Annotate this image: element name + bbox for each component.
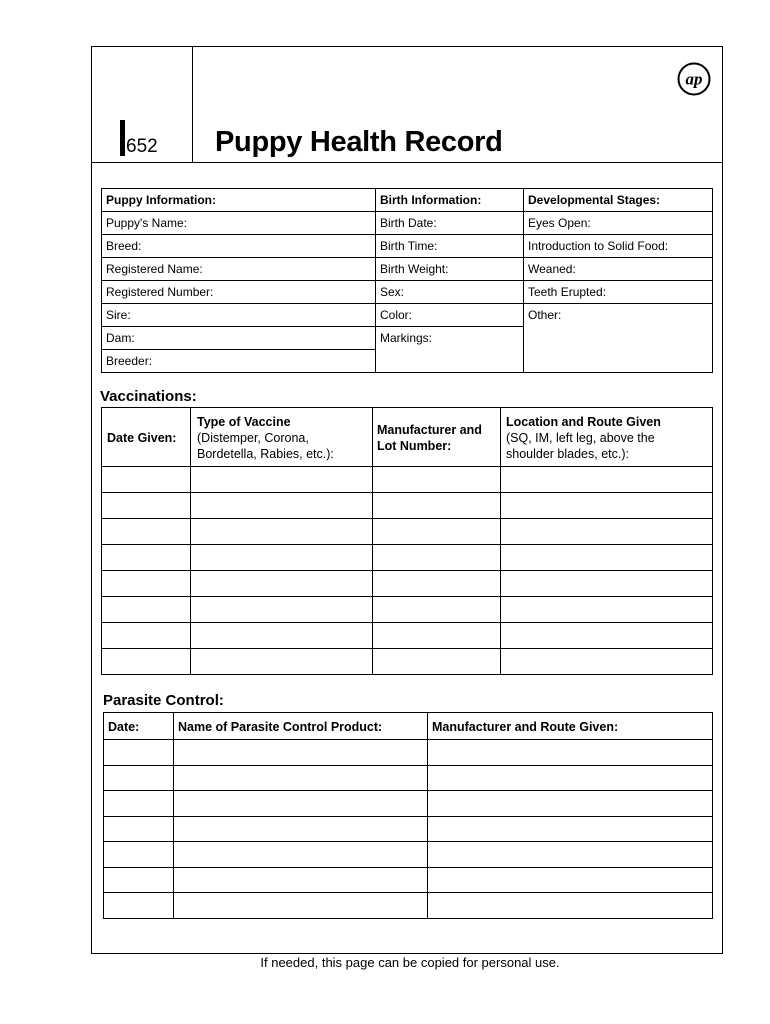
vacc-col-mfr-label-1: Manufacturer and (377, 423, 482, 437)
vacc-entry-cell (500, 466, 713, 493)
document-title: Puppy Health Record (215, 126, 503, 158)
vacc-col-type-hint-2: Bordetella, Rabies, etc.): (197, 447, 334, 461)
para-col-mfr-label: Manufacturer and Route Given: (432, 720, 619, 734)
dev-field-3: Teeth Erupted: (523, 280, 713, 304)
vacc-entry-cell (101, 596, 191, 623)
vacc-col-date (101, 407, 191, 467)
para-entry-cell (427, 892, 713, 919)
puppy-info-header: Puppy Information: (101, 188, 376, 212)
vacc-entry-cell (190, 622, 373, 649)
form-number-bar (120, 120, 125, 156)
para-entry-cell (173, 739, 428, 766)
puppy-field-4: Sire: (101, 303, 376, 327)
vacc-entry-cell (372, 596, 501, 623)
para-entry-cell (173, 841, 428, 868)
para-entry-cell (103, 739, 174, 766)
puppy-field-0: Puppy's Name: (101, 211, 376, 235)
para-col-date (103, 712, 174, 740)
birth-field-1: Birth Time: (375, 234, 524, 258)
vacc-entry-cell (101, 466, 191, 493)
para-entry-cell (427, 816, 713, 843)
dev-field-4: Other: (523, 303, 713, 373)
para-entry-cell (427, 790, 713, 817)
vacc-entry-cell (372, 622, 501, 649)
para-entry-cell (103, 867, 174, 894)
para-col-manufacturer (427, 712, 713, 740)
vacc-col-location (500, 407, 713, 467)
vacc-entry-cell (190, 466, 373, 493)
birth-info-header: Birth Information: (375, 188, 524, 212)
dev-field-2: Weaned: (523, 257, 713, 281)
vacc-entry-cell (190, 570, 373, 597)
vacc-entry-cell (101, 622, 191, 649)
vacc-entry-cell (372, 648, 501, 675)
para-entry-cell (173, 765, 428, 792)
para-entry-cell (103, 892, 174, 919)
puppy-field-6: Breeder: (101, 349, 376, 373)
puppy-field-3: Registered Number: (101, 280, 376, 304)
para-entry-cell (173, 816, 428, 843)
vacc-entry-cell (372, 570, 501, 597)
vacc-entry-cell (372, 518, 501, 545)
vacc-entry-cell (101, 570, 191, 597)
birth-field-3: Sex: (375, 280, 524, 304)
para-col-product-label: Name of Parasite Control Product: (178, 720, 383, 734)
vacc-entry-cell (500, 596, 713, 623)
birth-field-4: Color: (375, 303, 524, 327)
vacc-entry-cell (190, 648, 373, 675)
vacc-col-mfr-label-2: Lot Number: (377, 439, 452, 453)
birth-field-2: Birth Weight: (375, 257, 524, 281)
dev-stages-header: Developmental Stages: (523, 188, 713, 212)
ap-logo-icon (677, 62, 711, 96)
vacc-col-manufacturer (372, 407, 501, 467)
para-entry-cell (427, 867, 713, 894)
para-entry-cell (173, 790, 428, 817)
vacc-entry-cell (190, 596, 373, 623)
vacc-entry-cell (101, 492, 191, 519)
puppy-field-5: Dam: (101, 326, 376, 350)
para-entry-cell (173, 892, 428, 919)
vacc-entry-cell (500, 544, 713, 571)
dev-field-1: Introduction to Solid Food: (523, 234, 713, 258)
puppy-field-2: Registered Name: (101, 257, 376, 281)
vacc-entry-cell (190, 544, 373, 571)
para-col-product (173, 712, 428, 740)
form-number: 652 (126, 136, 158, 157)
vacc-col-type-hint-1: (Distemper, Corona, (197, 431, 309, 445)
vacc-entry-cell (500, 570, 713, 597)
vacc-col-loc-hint-2: shoulder blades, etc.): (506, 447, 629, 461)
vacc-col-loc-label: Location and Route Given (506, 415, 661, 429)
vacc-col-loc-hint-1: (SQ, IM, left leg, above the (506, 431, 655, 445)
vaccinations-title: Vaccinations: (100, 388, 197, 405)
vacc-entry-cell (101, 518, 191, 545)
vacc-entry-cell (372, 466, 501, 493)
puppy-field-1: Breed: (101, 234, 376, 258)
parasite-title: Parasite Control: (103, 692, 224, 709)
vacc-entry-cell (372, 492, 501, 519)
para-entry-cell (103, 765, 174, 792)
para-entry-cell (103, 841, 174, 868)
para-col-date-label: Date: (108, 720, 140, 734)
vacc-col-type-label: Type of Vaccine (197, 415, 291, 429)
vacc-entry-cell (500, 492, 713, 519)
vacc-entry-cell (190, 518, 373, 545)
birth-field-0: Birth Date: (375, 211, 524, 235)
vacc-entry-cell (190, 492, 373, 519)
birth-field-5: Markings: (375, 326, 524, 373)
para-entry-cell (103, 790, 174, 817)
para-entry-cell (103, 816, 174, 843)
vacc-entry-cell (500, 648, 713, 675)
logo-text: ap (685, 69, 703, 89)
vacc-col-type (190, 407, 373, 467)
vacc-entry-cell (101, 648, 191, 675)
header-divider-horizontal (91, 162, 723, 163)
para-entry-cell (427, 765, 713, 792)
para-entry-cell (427, 739, 713, 766)
vacc-entry-cell (101, 544, 191, 571)
header-divider-vertical (192, 46, 193, 163)
para-entry-cell (173, 867, 428, 894)
vacc-entry-cell (372, 544, 501, 571)
vacc-col-date-label: Date Given: (107, 431, 177, 445)
vacc-entry-cell (500, 622, 713, 649)
para-entry-cell (427, 841, 713, 868)
dev-field-0: Eyes Open: (523, 211, 713, 235)
vacc-entry-cell (500, 518, 713, 545)
footer-note: If needed, this page can be copied for personal use. (260, 955, 560, 970)
